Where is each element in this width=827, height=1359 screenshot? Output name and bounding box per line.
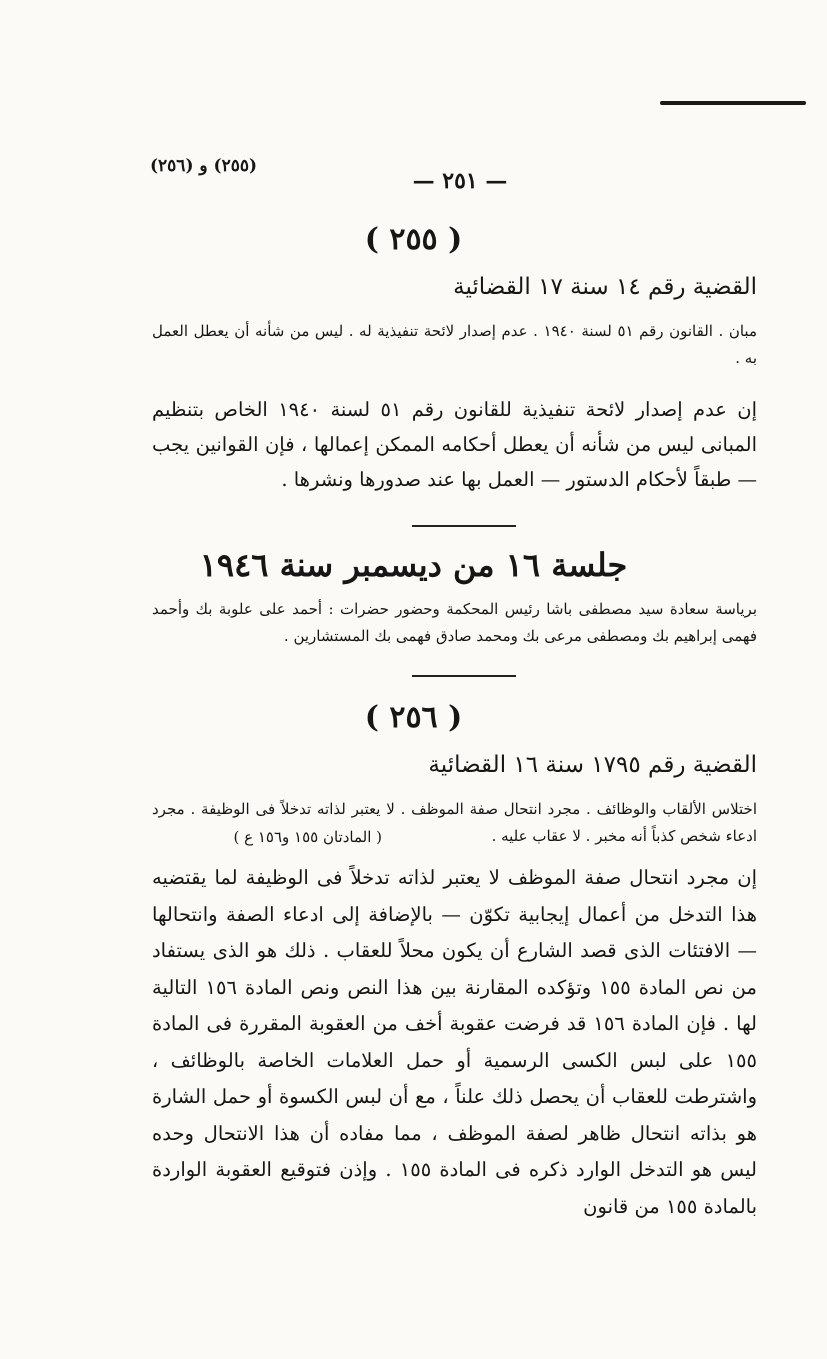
case-255-title: القضية رقم ١٤ سنة ١٧ القضائية: [453, 274, 757, 300]
case-255-summary: مبان . القانون رقم ٥١ لسنة ١٩٤٠ . عدم إصدار لائحة تنفيذية له . ليس من شأنه أن يعطل العمل به .: [152, 322, 757, 367]
session-presidency: برياسة سعادة سيد مصطفى باشا رئيس المحكمة وحضور حضرات : أحمد على علوبة بك وأحمد فهمى إبراهيم بك ومصطفى مرعى بك ومحمد صادق فهمى بك المستشارين .: [152, 600, 757, 645]
case-256-body: إن مجرد انتحال صفة الموظف لا يعتبر لذاته تدخلاً فى الوظيفة لما يقتضيه هذا التدخل من أعمال إيجابية تكوّن — بالإضافة إلى ادعاء الصفة وانتحالها — الافتئات الذى قصد الشارع أن يكون محلاً للعقاب . ذلك هو الذى يستفاد من نص المادة ١٥٥ وتؤكده المقارنة بين هذا النص ونص المادة ١٥٦ التالية لها . فإن المادة ١٥٦ قد فرضت عقوبة أخف من العقوبة المقررة فى المادة ١٥٥ على لبس الكسى الرسمية أو حمل العلامات الخاصة بالوظائف ، واشترطت للعقاب أن يحصل ذلك علناً ، مع أن لبس الكسوة أو حمل الشارة هو بذاته انتحال ظاهر لصفة الموظف ، مما مفاده أن هذا الانتحال وحده ليس هو التدخل الوارد ذكره فى المادة ١٥٥ . وإذن فتوقيع العقوبة الواردة بالمادة ١٥٥ من قانون: [152, 866, 757, 1218]
case-256-title: القضية رقم ١٧٩٥ سنة ١٦ القضائية: [428, 752, 757, 778]
section-divider: [412, 675, 516, 677]
articles-reference: ( المادتان ١٥٥ و١٥٦ ع ): [233, 828, 382, 846]
case-256-articles: [152, 828, 382, 846]
case-255-body: إن عدم إصدار لائحة تنفيذية للقانون رقم ٥١ لسنة ١٩٤٠ الخاص بتنظيم المبانى ليس من شأنه أن يعطل أحكامه الممكن إعمالها ، فإن القوانين يجب — طبقاً لأحكام الدستور — العمل بها عند صدورها ونشرها .: [152, 398, 758, 491]
page-number: — ٢٥١ —: [412, 168, 508, 194]
session-title: جلسة ١٦ من ديسمبر سنة ١٩٤٦: [199, 546, 628, 584]
section-divider: [412, 525, 516, 527]
case-256-summary: اختلاس الألقاب والوظائف . مجرد انتحال صفة الموظف . لا يعتبر لذاته تدخلاً فى الوظيفة . مجرد ادعاء شخص كذباً أنه مخبر . لا عقاب عليه .: [152, 800, 757, 845]
top-edge-rule: [660, 101, 806, 105]
case-256-number: ( ٢٥٦ ): [364, 700, 463, 735]
case-255-number: ( ٢٥٥ ): [364, 222, 463, 257]
running-head: (٢٥٥) و (٢٥٦): [150, 156, 258, 176]
